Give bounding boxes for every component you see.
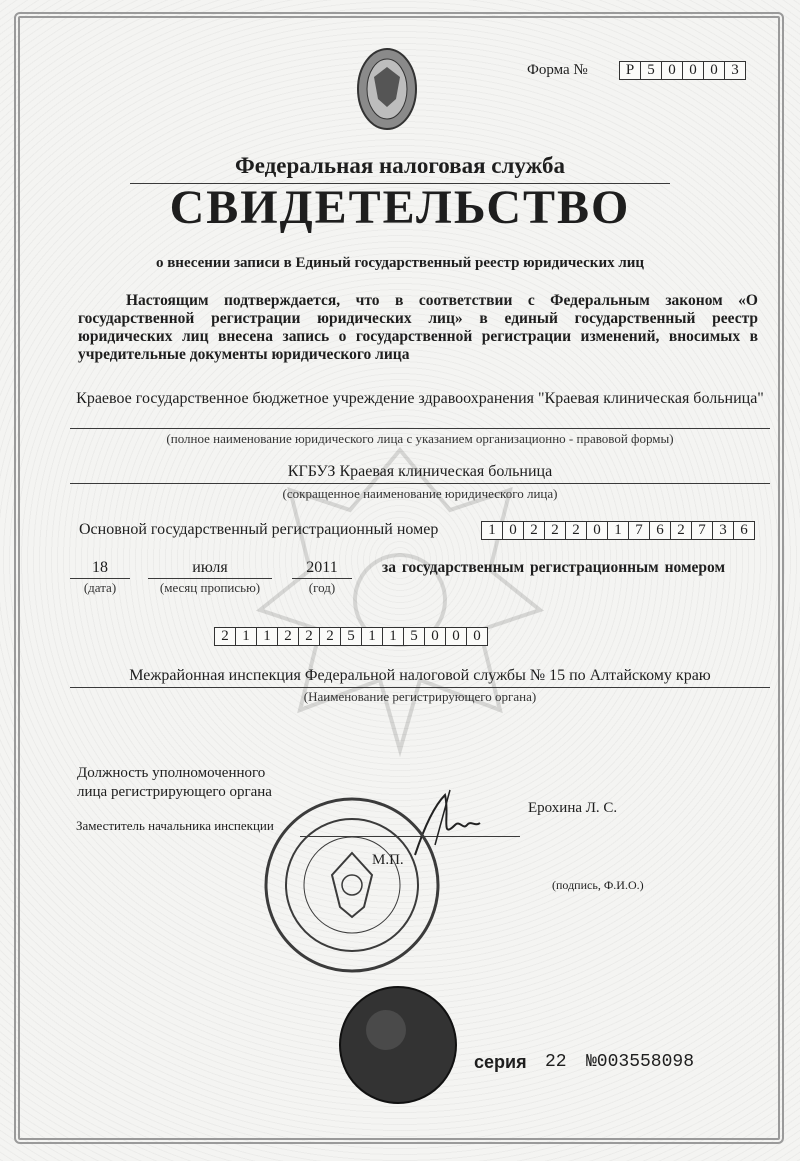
series-label: серия xyxy=(474,1052,527,1072)
grn-digit: 2 xyxy=(319,627,341,646)
stamp-mark: М.П. xyxy=(372,852,404,868)
grn-digit: 1 xyxy=(256,627,278,646)
ogrn-digit: 2 xyxy=(565,521,587,540)
entity-full-name-caption: (полное наименование юридического лица с указанием организационно - правовой формы) xyxy=(166,431,674,446)
date-year-caption: (год) xyxy=(308,580,336,595)
grn-number xyxy=(215,627,488,646)
form-code-cell: 0 xyxy=(682,61,704,80)
series-number: №003558098 xyxy=(586,1052,695,1072)
form-code-cell: 0 xyxy=(661,61,683,80)
date-suffix: за государственным регистрационным номером xyxy=(382,559,726,576)
form-code-cell: 0 xyxy=(703,61,725,80)
date-month-caption: (месяц прописью) xyxy=(159,580,261,595)
ogrn-digit: 7 xyxy=(691,521,713,540)
signer-name: Ерохина Л. С. xyxy=(528,800,618,816)
confirmation-paragraph: Настоящим подтверждается, что в соответствии с Федеральным законом «О государственной регистрации юридических лиц» в единый государственный реестр юридических лиц внесена запись о государственной регистрации изменений, вносимых в учредительные документы юридического лица xyxy=(78,292,758,363)
grn-digit: 0 xyxy=(466,627,488,646)
agency-name: Федеральная налоговая служба xyxy=(235,153,565,178)
grn-digit: 5 xyxy=(403,627,425,646)
grn-digit: 2 xyxy=(214,627,236,646)
grn-digit: 1 xyxy=(382,627,404,646)
ogrn-digit: 1 xyxy=(607,521,629,540)
date-day-caption: (дата) xyxy=(83,580,117,595)
form-code-cell: 3 xyxy=(724,61,746,80)
document-subtitle: о внесении записи в Единый государственный реестр юридических лиц xyxy=(155,255,645,271)
ogrn-digit: 0 xyxy=(586,521,608,540)
entity-short-name: КГБУЗ Краевая клиническая больница xyxy=(287,463,553,480)
ogrn-label: Основной государственный регистрационный номер xyxy=(79,521,439,538)
form-code-cell: Р xyxy=(619,61,641,80)
ogrn-digit: 7 xyxy=(628,521,650,540)
form-code-cell: 5 xyxy=(640,61,662,80)
grn-digit: 2 xyxy=(277,627,299,646)
grn-digit: 1 xyxy=(235,627,257,646)
ogrn-number xyxy=(482,521,755,540)
grn-digit: 2 xyxy=(298,627,320,646)
ogrn-digit: 3 xyxy=(712,521,734,540)
signature-caption: (подпись, Ф.И.О.) xyxy=(552,878,644,892)
ogrn-digit: 6 xyxy=(733,521,755,540)
signer-position: Заместитель начальника инспекции xyxy=(76,818,274,833)
ogrn-digit: 6 xyxy=(649,521,671,540)
grn-digit: 1 xyxy=(361,627,383,646)
series-code: 22 xyxy=(545,1052,567,1072)
official-stamp-icon xyxy=(262,795,442,975)
date-day: 18 xyxy=(92,559,108,576)
grn-digit: 0 xyxy=(445,627,467,646)
date-year: 2011 xyxy=(306,559,338,576)
grn-digit: 0 xyxy=(424,627,446,646)
grn-digit: 5 xyxy=(340,627,362,646)
form-code xyxy=(620,61,746,80)
hologram-seal-icon xyxy=(338,985,458,1105)
ogrn-digit: 2 xyxy=(544,521,566,540)
tax-service-emblem-icon xyxy=(356,47,418,131)
authority-name: Межрайонная инспекция Федеральной налоговой службы № 15 по Алтайскому краю xyxy=(129,667,711,684)
entity-short-name-caption: (сокращенное наименование юридического лица) xyxy=(282,486,558,501)
position-label-line1: Должность уполномоченного xyxy=(77,765,266,781)
document-title: СВИДЕТЕЛЬСТВО xyxy=(169,181,631,234)
ogrn-digit: 1 xyxy=(481,521,503,540)
ogrn-digit: 2 xyxy=(670,521,692,540)
ogrn-digit: 2 xyxy=(523,521,545,540)
form-label: Форма № xyxy=(527,62,588,78)
entity-full-name: Краевое государственное бюджетное учреждение здравоохранения "Краевая клиническая больница" xyxy=(76,390,764,407)
position-label-line2: лица регистрирующего органа xyxy=(77,784,272,800)
position-label xyxy=(77,764,272,802)
ogrn-digit: 0 xyxy=(502,521,524,540)
date-month: июля xyxy=(192,559,228,576)
authority-caption: (Наименование регистрирующего органа) xyxy=(303,689,537,704)
